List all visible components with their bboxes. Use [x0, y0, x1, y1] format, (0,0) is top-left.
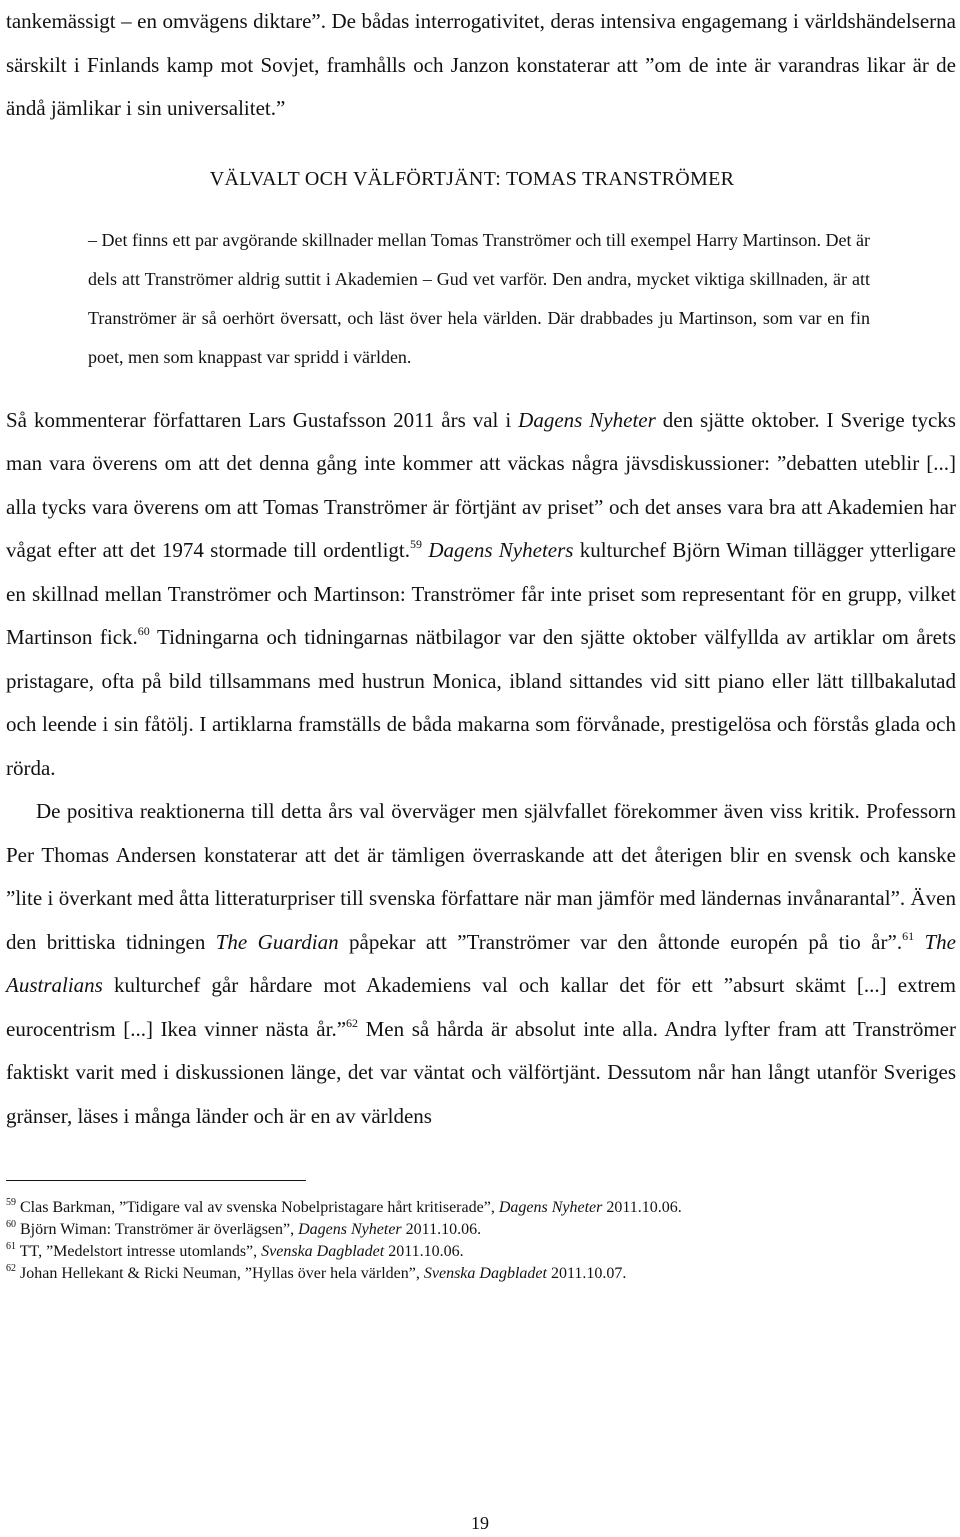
newspaper-title: Dagens Nyheters — [428, 538, 574, 562]
text-run: De positiva reaktionerna till detta års val överväger men självfallet förekommer även viss kritik. Professorn Per Thomas Andersen konstaterar att det är tämligen överraskande att det återigen blir en svensk och kanske ”lite i överkant med åtta litteraturpriser till svenska författare när man jämför med ländernas invånarantal”. Även den brittiska tidningen — [6, 799, 956, 954]
body-paragraph-1 — [6, 399, 956, 791]
text-run: Så kommenterar författaren Lars Gustafsson 2011 års val i — [6, 407, 519, 432]
text-run: kulturchef går hårdare mot Akademiens val och kallar det för ett ”absurt skämt [...] extrem eurocentrism [...] Ikea vinner nästa år.” — [6, 973, 956, 1041]
footnote-text: Björn Wiman: Tranströmer är överlägsen”, — [20, 1221, 299, 1238]
newspaper-title: The Australians — [6, 929, 956, 997]
footnote-text: TT, ”Medelstort intresse utomlands”, — [19, 1243, 262, 1260]
footnote-date: 2011.10.06. — [384, 1243, 464, 1260]
footnote-ref[interactable]: 61 — [902, 928, 915, 943]
footnote — [6, 1241, 956, 1263]
footnote-date: 2011.10.06. — [602, 1199, 682, 1216]
text-run: Men så hårda är absolut inte alla. Andra lyfter fram att Tranströmer faktiskt varit med i diskussionen länge, det var väntat och välförtjänt. Dessutom når han långt utanför Sveriges gränser, läses i många länder och är en av världens — [6, 1016, 956, 1128]
footnote-number: 60 — [6, 1218, 16, 1230]
footnote-number: 59 — [6, 1196, 16, 1208]
document-page — [6, 0, 956, 1285]
footnote-ref[interactable]: 59 — [410, 537, 422, 551]
continuation-paragraph: tankemässigt – en omvägens diktare”. De bådas interrogativitet, deras intensiva engagemang i världshändelserna särskilt i Finlands kamp mot Sovjet, framhålls och Janzon konstaterar att ”om de inte är varandras likar är de ändå jämlikar i sin universalitet.” — [6, 9, 956, 120]
footnote-date: 2011.10.07. — [546, 1265, 627, 1282]
page-number: 19 — [471, 1513, 489, 1533]
footnote-source: Dagens Nyheter — [298, 1221, 402, 1238]
footnote-source: Svenska Dagbladet — [423, 1265, 547, 1282]
text-run: kulturchef Björn Wiman tillägger ytterligare en skillnad mellan Tranströmer och Martinson: Tranströmer får inte priset som representant för en grupp, vilket Martinson fick. — [6, 538, 957, 649]
newspaper-title: Dagens Nyheter — [518, 407, 656, 432]
body-paragraph-2 — [6, 790, 956, 1138]
footnote-number: 61 — [6, 1240, 16, 1252]
text-run: Tidningarna och tidningarnas nätbilagor var den sjätte oktober välfyllda av artiklar om årets pristagare, ofta på bild tillsammans med hustrun Monica, ibland sittandes vid sitt piano eller lätt tillbakalutad och leende i sin fåtölj. I artiklarna framställs de båda makarna som förvånade, prestigelösa och förstås glada och rörda. — [6, 625, 957, 780]
footnote — [6, 1263, 956, 1285]
footnote — [6, 1219, 956, 1241]
newspaper-title: The Guardian — [215, 929, 339, 954]
footnote — [6, 1197, 956, 1219]
footnotes — [6, 1197, 956, 1285]
footnote-text: Clas Barkman, ”Tidigare val av svenska Nobelpristagare hårt kritiserade”, — [20, 1199, 499, 1216]
text-run: den sjätte oktober. I Sverige tycks man vara överens om att det denna gång inte kommer att väckas några jävsdiskussioner: ”debatten uteblir [...] alla tycks vara överens om att Tomas Tranströmer är förtjänt av priset” och det anses vara bra att Akademien har vågat efter att det 1974 stormade till ordentligt. — [6, 407, 956, 562]
footnote-text: Johan Hellekant & Ricki Neuman, ”Hyllas över hela världen”, — [20, 1265, 424, 1282]
footnote-ref[interactable]: 60 — [137, 624, 150, 638]
block-quote: – Det finns ett par avgörande skillnader mellan Tomas Tranströmer och till exempel Harry Martinson. Det är dels att Tranströmer aldrig suttit i Akademien – Gud vet varför. Den andra, mycket viktiga skillnaden, är att Tranströmer är så oerhört översatt, och läst över hela världen. Där drabbades ju Martinson, som var en fin poet, men som knappast var spridd i världen. — [88, 229, 870, 367]
footnote-source: Dagens Nyheter — [498, 1199, 603, 1216]
footnote-divider — [6, 1180, 306, 1181]
text-run: påpekar att ”Tranströmer var den åttonde europén på tio år”. — [338, 929, 903, 954]
footnote-source: Svenska Dagbladet — [261, 1243, 385, 1260]
footnote-date: 2011.10.06. — [401, 1221, 482, 1238]
footnote-ref[interactable]: 62 — [346, 1015, 359, 1030]
footnote-number: 62 — [6, 1262, 16, 1274]
section-heading: VÄLVALT OCH VÄLFÖRTJÄNT: TOMAS TRANSTRÖMER — [209, 167, 735, 190]
